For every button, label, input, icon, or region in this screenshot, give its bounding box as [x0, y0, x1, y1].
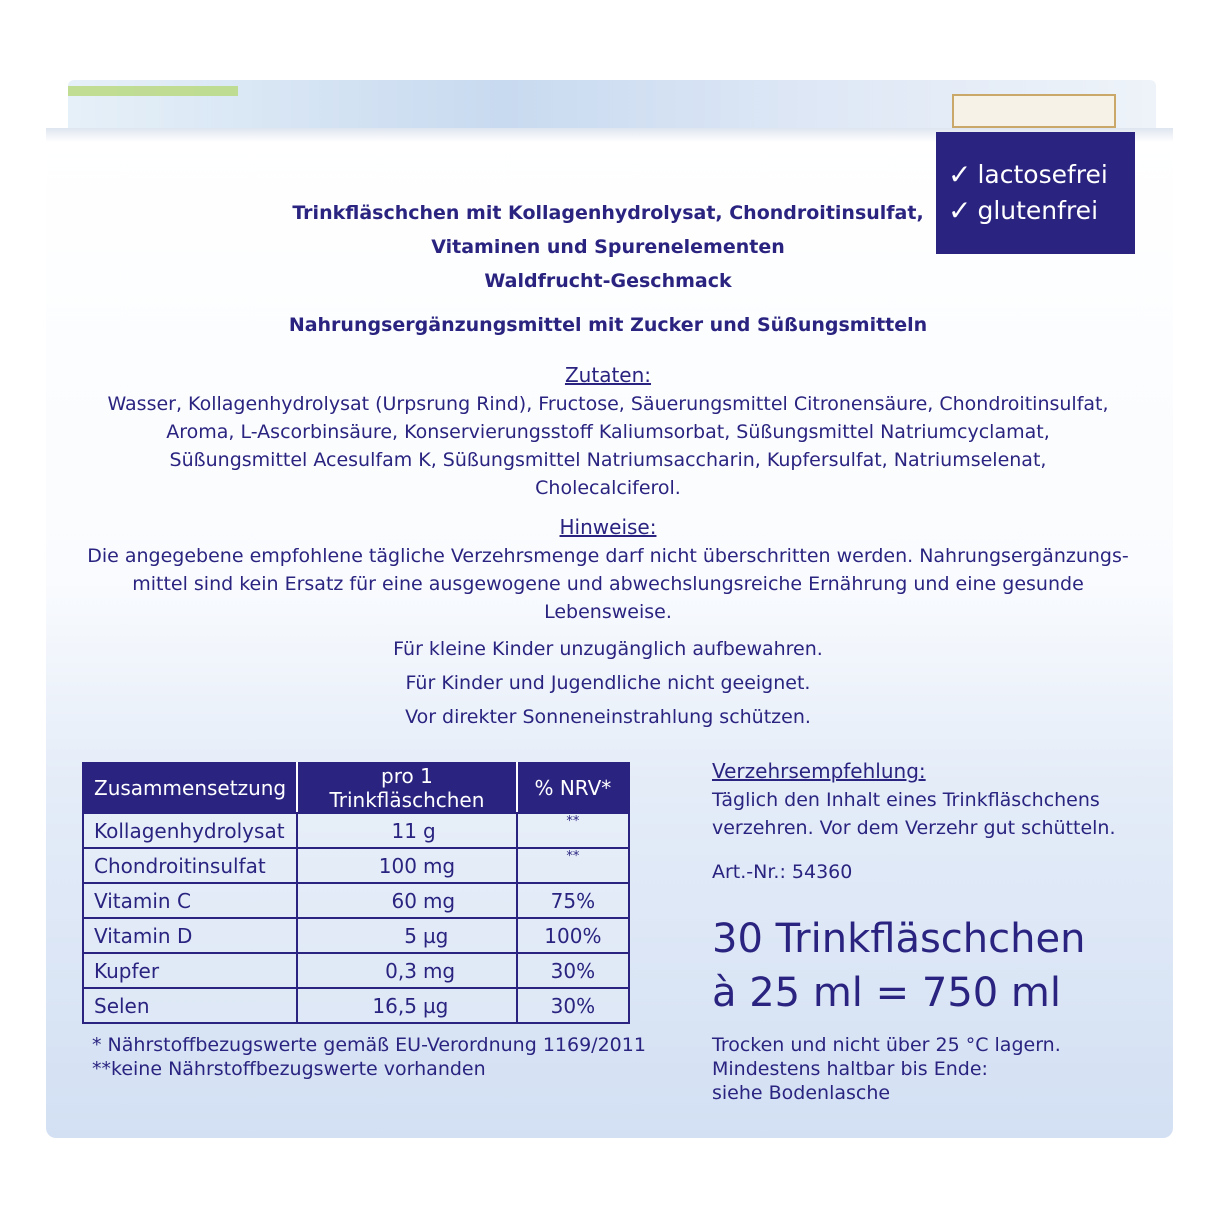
notes-line: Lebensweise. [544, 601, 672, 623]
ingredients-heading: Zutaten: [564, 363, 652, 387]
nutrient-nrv: 75% [517, 883, 629, 918]
table-header-row [83, 763, 629, 813]
description-line: Trinkfläschchen mit Kollagenhydrolysat, Chondroitinsulfat, [292, 202, 924, 224]
badge-label: glutenfrei [977, 196, 1099, 225]
notes-line: Die angegebene empfohlene tägliche Verzehrsmenge darf nicht überschritten werden. Nahrungsergänzungs- [87, 545, 1129, 567]
nutrition-table [82, 762, 630, 1024]
notes-heading: Hinweise: [559, 515, 657, 539]
ingredients-line: Cholecalciferol. [535, 477, 681, 499]
nutrient-name: Kollagenhydrolysat [83, 813, 297, 848]
notes-section [50, 512, 1166, 734]
nutrient-nrv: 30% [517, 953, 629, 988]
table-row [83, 988, 629, 1023]
warning-line: Vor direkter Sonneneinstrahlung schützen. [405, 706, 811, 728]
table-row [83, 953, 629, 988]
column-header: Zusammensetzung [83, 763, 297, 813]
badge-row-lactose [948, 157, 1135, 193]
nutrient-name: Chondroitinsulfat [83, 848, 297, 883]
description-line: Vitaminen und Spurenelementen [431, 236, 785, 258]
nutrient-amount: 16,5 µg [297, 988, 517, 1023]
nutrient-nrv: 30% [517, 988, 629, 1023]
ingredients-section [60, 360, 1156, 502]
lid-logo-box [952, 94, 1116, 128]
nutrient-name: Vitamin C [83, 883, 297, 918]
nutrient-nrv: 100% [517, 918, 629, 953]
table-row [83, 883, 629, 918]
usage-section [712, 756, 1152, 886]
product-description [60, 196, 1156, 298]
article-number: Art.-Nr.: 54360 [712, 861, 853, 883]
nutrient-name: Vitamin D [83, 918, 297, 953]
usage-line: Täglich den Inhalt eines Trinkfläschchens [712, 789, 1100, 811]
storage-line: Trocken und nicht über 25 °C lagern. [712, 1034, 1061, 1056]
warning-line: Für Kinder und Jugendliche nicht geeignet. [405, 672, 811, 694]
nutrient-name: Selen [83, 988, 297, 1023]
quantity-line: 30 Trinkfläschchen [712, 916, 1086, 962]
nutrient-name: Kupfer [83, 953, 297, 988]
nutrient-amount: 60 mg [297, 883, 517, 918]
ingredients-line: Aroma, L-Ascorbinsäure, Konservierungsstoff Kaliumsorbat, Süßungsmittel Natriumcyclamat, [166, 421, 1050, 443]
nutrient-nrv: ** [517, 813, 629, 848]
storage-block [712, 1033, 1152, 1105]
ingredients-line: Süßungsmittel Acesulfam K, Süßungsmittel Natriumsaccharin, Kupfersulfat, Natriumselenat, [169, 449, 1047, 471]
storage-line: siehe Bodenlasche [712, 1082, 891, 1104]
lid-stripe [68, 86, 238, 96]
usage-heading: Verzehrsempfehlung: [712, 759, 926, 783]
footnote: * Nährstoffbezugswerte gemäß EU-Verordnung 1169/2011 [92, 1034, 646, 1056]
footnote: **keine Nährstoffbezugswerte vorhanden [92, 1058, 486, 1080]
badge-label: lactosefrei [977, 160, 1108, 189]
product-category: Nahrungsergänzungsmittel mit Zucker und Süßungsmitteln [288, 314, 928, 336]
nutrient-amount: 11 g [297, 813, 517, 848]
table-footnotes [92, 1033, 646, 1081]
usage-line: verzehren. Vor dem Verzehr gut schütteln. [712, 817, 1116, 839]
table-row [83, 848, 629, 883]
quantity-line: à 25 ml = 750 ml [712, 970, 1062, 1016]
quantity-block [712, 912, 1152, 1020]
nutrient-nrv: ** [517, 848, 629, 883]
notes-line: mittel sind kein Ersatz für eine ausgewogene und abwechslungsreiche Ernährung und eine gesunde [132, 573, 1084, 595]
nutrient-amount: 100 mg [297, 848, 517, 883]
nutrient-amount: 5 µg [297, 918, 517, 953]
flavor-line: Waldfrucht-Geschmack [484, 270, 732, 292]
table-row [83, 918, 629, 953]
ingredients-line: Wasser, Kollagenhydrolysat (Urpsrung Rind), Fructose, Säuerungsmittel Citronensäure, Chondroitinsulfat, [107, 393, 1109, 415]
column-header: pro 1 Trinkfläschchen [297, 763, 517, 813]
check-icon: ✓ [948, 194, 972, 227]
check-icon: ✓ [948, 158, 972, 191]
box-lid [68, 80, 1156, 130]
storage-line: Mindestens haltbar bis Ende: [712, 1058, 988, 1080]
column-header: % NRV* [517, 763, 629, 813]
table-row [83, 813, 629, 848]
warning-line: Für kleine Kinder unzugänglich aufbewahren. [393, 638, 823, 660]
nutrient-amount: 0,3 mg [297, 953, 517, 988]
